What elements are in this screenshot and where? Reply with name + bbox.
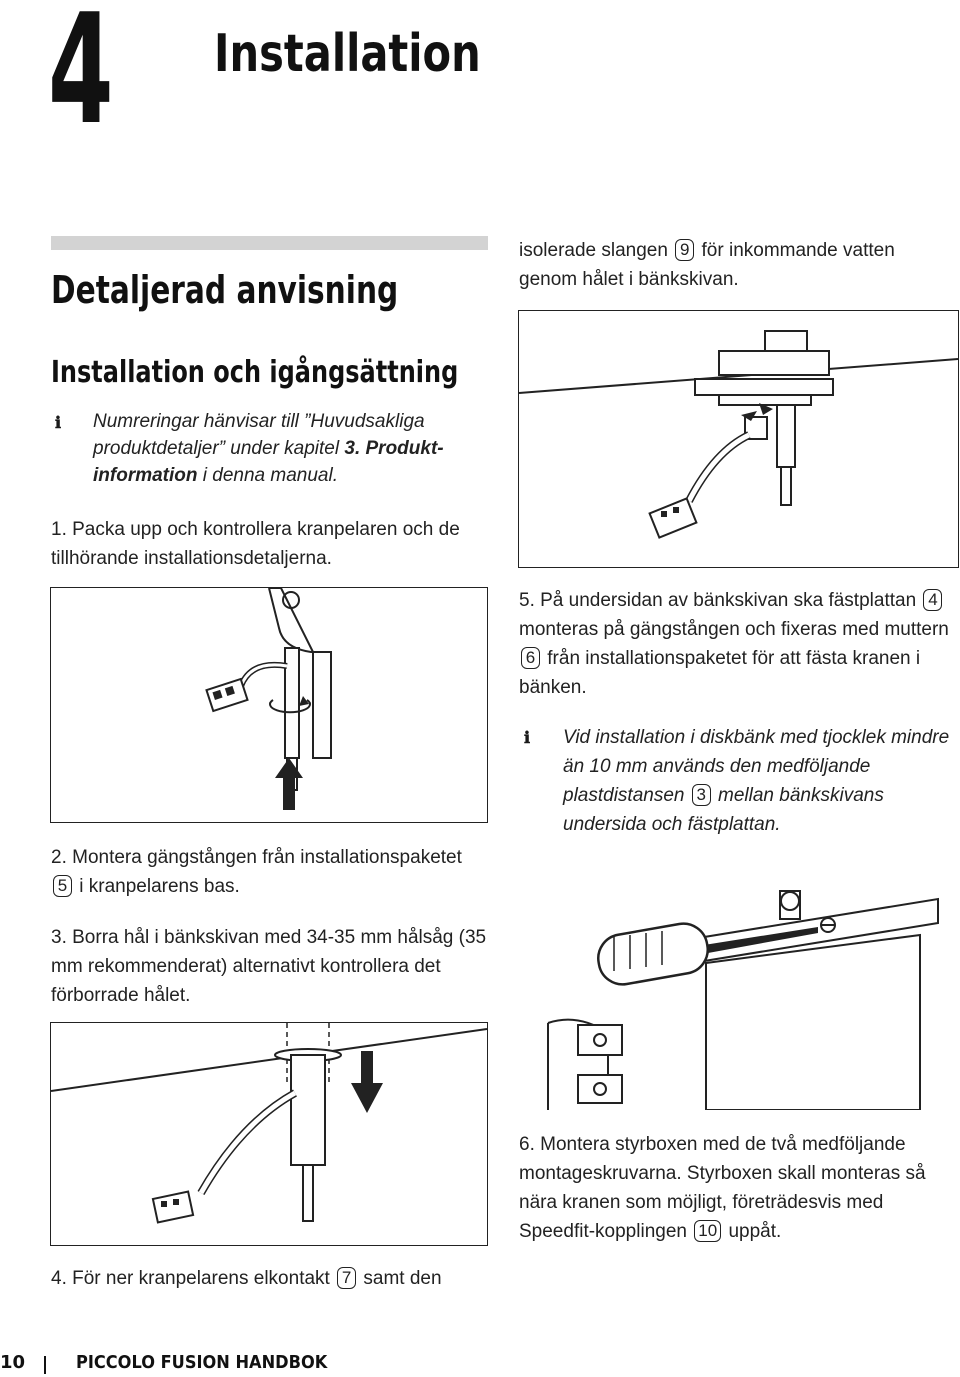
- info-icon: ℹ: [54, 415, 62, 432]
- info-note-2-tail: mellan bänkskivans undersida och fästplattan.: [563, 785, 884, 835]
- section-title: Detaljerad anvisning: [51, 268, 399, 312]
- step-1: 1. Packa upp och kontrollera kranpelaren och de tillhörande installationsdetaljerna.: [51, 519, 460, 569]
- figure-control-box: [518, 853, 957, 1110]
- step-5-mid: monteras på gängstången och fixeras med muttern: [519, 619, 949, 640]
- step-2: [51, 843, 491, 901]
- step-4-cont-tail: för inkommande vatten genom hålet i bänkskivan.: [519, 240, 895, 290]
- part-badge-7: 7: [337, 1267, 356, 1289]
- figure-threaded-rod: [50, 587, 488, 823]
- step-2-text: 2. Montera gängstången från installationspaketet: [51, 847, 462, 868]
- info-note-1-tail: i denna manual.: [197, 465, 338, 486]
- step-5-tail: från installationspaketet för att fästa kranen i bänken.: [519, 648, 921, 698]
- figure-mounting-plate: [518, 310, 959, 568]
- part-badge-6: 6: [521, 647, 540, 669]
- info-note-1: [93, 408, 473, 489]
- part-badge-5: 5: [53, 875, 72, 897]
- step-5-text: 5. På undersidan av bänkskivan ska fästplattan: [519, 590, 917, 611]
- step-6-text: 6. Montera styrboxen med de två medföljande montageskruvarna. Styrboxen skall monteras så nära kranen som möjligt, företrädesvis med Speedfit-kopplingen: [519, 1134, 926, 1242]
- step-2-tail: i kranpelarens bas.: [79, 876, 240, 897]
- info-note-2-text: Vid installation i diskbänk med tjocklek mindre än 10 mm används den medföljande plastdistansen: [563, 727, 950, 806]
- step-4: [51, 1264, 491, 1293]
- step-6-tail: uppåt.: [728, 1221, 782, 1242]
- step-5: [519, 586, 949, 702]
- step-4-text: 4. För ner kranpelarens elkontakt: [51, 1268, 330, 1289]
- page-number: 10: [0, 1352, 26, 1373]
- info-note-1-bold: 3. Produkt-information: [93, 438, 444, 486]
- part-badge-10: 10: [694, 1220, 721, 1242]
- section-subtitle: Installation och igångsättning: [51, 355, 459, 390]
- step-4-cont-text: isolerade slangen: [519, 240, 668, 261]
- info-note-2: [563, 723, 953, 839]
- part-badge-3: 3: [692, 784, 711, 806]
- step-3: 3. Borra hål i bänkskivan med 34-35 mm hålsåg (35 mm rekommenderat) alternativt kontrollera det förborrade hålet.: [51, 927, 487, 1006]
- info-icon: ℹ: [523, 730, 531, 747]
- step-4-tail: samt den: [363, 1268, 442, 1289]
- figure-hole-drilling: [50, 1022, 488, 1246]
- chapter-title: Installation: [214, 24, 481, 84]
- section-divider: [51, 236, 488, 250]
- footer-divider: [44, 1356, 46, 1374]
- book-title: PICCOLO FUSION HANDBOK: [76, 1352, 328, 1373]
- part-badge-4: 4: [923, 589, 942, 611]
- part-badge-9: 9: [675, 239, 694, 261]
- chapter-number: 4: [48, 0, 112, 158]
- step-6: [519, 1130, 949, 1246]
- info-note-1-text: Numreringar hänvisar till ”Huvudsakliga produktdetaljer” under kapitel: [93, 411, 425, 459]
- step-4-continued: [519, 236, 939, 294]
